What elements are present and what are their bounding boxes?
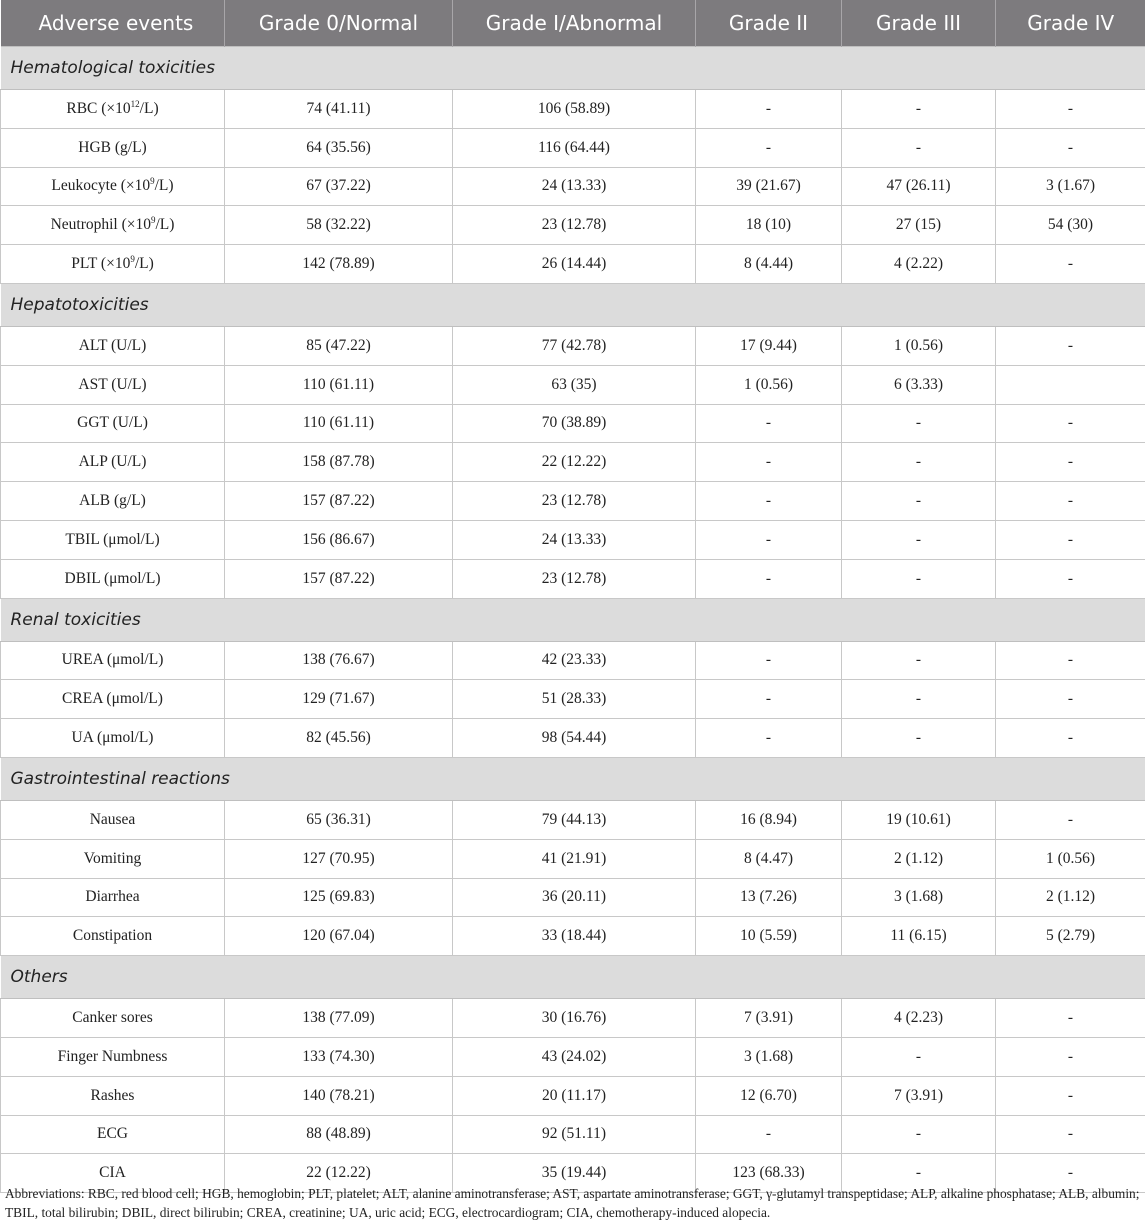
- header-adverse-events: Adverse events: [1, 0, 225, 47]
- value-cell: 20 (11.17): [453, 1076, 696, 1115]
- section-title: Others: [1, 956, 1145, 999]
- event-cell: [1, 1115, 225, 1154]
- value-cell: -: [996, 559, 1145, 598]
- value-cell: 1 (0.56): [842, 326, 996, 365]
- table-row: [1, 917, 1145, 956]
- value-cell: 39 (21.67): [696, 167, 842, 206]
- value-cell: -: [842, 1154, 996, 1193]
- event-label: Vomiting: [83, 849, 142, 867]
- event-cell: [1, 443, 225, 482]
- value-cell: -: [696, 641, 842, 680]
- value-cell: -: [696, 680, 842, 719]
- value-cell: -: [696, 719, 842, 758]
- header-grade-3: Grade III: [842, 0, 996, 47]
- value-cell: 51 (28.33): [453, 680, 696, 719]
- value-cell: -: [842, 482, 996, 521]
- event-label: HGB (g/L): [78, 138, 147, 156]
- value-cell: -: [842, 1115, 996, 1154]
- value-cell: 123 (68.33): [696, 1154, 842, 1193]
- event-cell: [1, 641, 225, 680]
- value-cell: 18 (10): [696, 206, 842, 245]
- value-cell: -: [996, 1115, 1145, 1154]
- event-label: Rashes: [90, 1086, 135, 1104]
- event-cell: [1, 167, 225, 206]
- table-row: [1, 520, 1145, 559]
- value-cell: 41 (21.91): [453, 839, 696, 878]
- value-cell: 47 (26.11): [842, 167, 996, 206]
- event-exponent: 9: [150, 176, 155, 187]
- value-cell: -: [996, 1076, 1145, 1115]
- event-cell: [1, 1037, 225, 1076]
- table-row: [1, 1115, 1145, 1154]
- value-cell: 110 (61.11): [225, 404, 453, 443]
- table-row: [1, 878, 1145, 917]
- value-cell: 11 (6.15): [842, 917, 996, 956]
- value-cell: -: [842, 404, 996, 443]
- value-cell: 157 (87.22): [225, 482, 453, 521]
- value-cell: 7 (3.91): [842, 1076, 996, 1115]
- event-unit: /L): [154, 177, 174, 195]
- event-cell: [1, 719, 225, 758]
- event-unit: /L): [139, 99, 159, 117]
- table-row: [1, 128, 1145, 167]
- value-cell: 6 (3.33): [842, 365, 996, 404]
- value-cell: -: [996, 719, 1145, 758]
- value-cell: -: [842, 443, 996, 482]
- table-row: [1, 1076, 1145, 1115]
- value-cell: 3 (1.68): [842, 878, 996, 917]
- abbreviations-footnote: Abbreviations: RBC, red blood cell; HGB, hemoglobin; PLT, platelet; ALT, alanine aminotransferase; AST, aspartate aminotransferase; GGT, γ-glutamyl transpeptidase; ALP, alkaline phosphatase; ALB, albumin; TBIL, total bilirubin; DBIL, direct bilirubin; CREA, creatinine; UA, uric acid; ECG, electrocardiogram; CIA, chemotherapy-induced alopecia.: [5, 1186, 1140, 1220]
- value-cell: -: [996, 128, 1145, 167]
- value-cell: 36 (20.11): [453, 878, 696, 917]
- value-cell: -: [996, 1037, 1145, 1076]
- value-cell: 58 (32.22): [225, 206, 453, 245]
- value-cell: -: [696, 1115, 842, 1154]
- value-cell: 158 (87.78): [225, 443, 453, 482]
- event-label: PLT (×10: [71, 255, 131, 273]
- table-row: [1, 680, 1145, 719]
- value-cell: -: [842, 559, 996, 598]
- value-cell: -: [996, 245, 1145, 284]
- value-cell: 42 (23.33): [453, 641, 696, 680]
- value-cell: 35 (19.44): [453, 1154, 696, 1193]
- value-cell: -: [996, 641, 1145, 680]
- value-cell: 140 (78.21): [225, 1076, 453, 1115]
- table-row: [1, 245, 1145, 284]
- value-cell: -: [696, 128, 842, 167]
- value-cell: 24 (13.33): [453, 167, 696, 206]
- value-cell: 77 (42.78): [453, 326, 696, 365]
- value-cell: 63 (35): [453, 365, 696, 404]
- table-row: [1, 719, 1145, 758]
- value-cell: 10 (5.59): [696, 917, 842, 956]
- value-cell: 120 (67.04): [225, 917, 453, 956]
- event-exponent: 9: [151, 215, 156, 226]
- event-label: Constipation: [72, 927, 153, 945]
- section-row: [1, 283, 1145, 326]
- value-cell: -: [996, 680, 1145, 719]
- value-cell: 24 (13.33): [453, 520, 696, 559]
- value-cell: 43 (24.02): [453, 1037, 696, 1076]
- event-cell: [1, 520, 225, 559]
- table-row: [1, 365, 1145, 404]
- event-label: DBIL (μmol/L): [64, 569, 161, 587]
- event-cell: [1, 326, 225, 365]
- value-cell: 27 (15): [842, 206, 996, 245]
- value-cell: [996, 365, 1145, 404]
- value-cell: -: [842, 680, 996, 719]
- event-cell: [1, 878, 225, 917]
- header-grade-4: Grade IV: [996, 0, 1145, 47]
- event-label: UA (μmol/L): [71, 729, 154, 747]
- value-cell: -: [696, 520, 842, 559]
- event-cell: [1, 365, 225, 404]
- value-cell: 79 (44.13): [453, 800, 696, 839]
- value-cell: 22 (12.22): [453, 443, 696, 482]
- table-row: [1, 999, 1145, 1038]
- value-cell: 1 (0.56): [696, 365, 842, 404]
- event-unit: /L): [155, 216, 175, 234]
- value-cell: -: [996, 482, 1145, 521]
- value-cell: 16 (8.94): [696, 800, 842, 839]
- value-cell: -: [842, 520, 996, 559]
- table-row: [1, 326, 1145, 365]
- value-cell: 23 (12.78): [453, 482, 696, 521]
- value-cell: 116 (64.44): [453, 128, 696, 167]
- value-cell: 26 (14.44): [453, 245, 696, 284]
- event-label: Neutrophil (×10: [50, 216, 151, 234]
- event-label: Leukocyte (×10: [51, 177, 151, 195]
- value-cell: 156 (86.67): [225, 520, 453, 559]
- event-label: ECG: [97, 1125, 128, 1143]
- value-cell: 82 (45.56): [225, 719, 453, 758]
- event-cell: [1, 482, 225, 521]
- section-row: [1, 598, 1145, 641]
- table-row: [1, 641, 1145, 680]
- event-label: Diarrhea: [85, 888, 140, 906]
- value-cell: -: [996, 326, 1145, 365]
- event-cell: [1, 245, 225, 284]
- value-cell: -: [842, 641, 996, 680]
- value-cell: 3 (1.67): [996, 167, 1145, 206]
- event-label: ALP (U/L): [78, 453, 147, 471]
- table-row: [1, 839, 1145, 878]
- value-cell: 74 (41.11): [225, 90, 453, 129]
- value-cell: 8 (4.44): [696, 245, 842, 284]
- section-row: [1, 47, 1145, 90]
- event-cell: [1, 839, 225, 878]
- value-cell: -: [696, 443, 842, 482]
- value-cell: -: [696, 90, 842, 129]
- event-label: Canker sores: [72, 1009, 153, 1027]
- value-cell: -: [996, 90, 1145, 129]
- table-row: [1, 482, 1145, 521]
- value-cell: 65 (36.31): [225, 800, 453, 839]
- event-label: TBIL (μmol/L): [65, 530, 160, 548]
- value-cell: 23 (12.78): [453, 206, 696, 245]
- value-cell: 157 (87.22): [225, 559, 453, 598]
- event-label: RBC (×10: [66, 99, 131, 117]
- event-label: GGT (U/L): [77, 414, 148, 432]
- table-row: [1, 206, 1145, 245]
- value-cell: 4 (2.22): [842, 245, 996, 284]
- value-cell: 30 (16.76): [453, 999, 696, 1038]
- table-row: [1, 1037, 1145, 1076]
- event-unit: /L): [134, 255, 154, 273]
- value-cell: -: [996, 404, 1145, 443]
- table-header-row: [1, 0, 1145, 47]
- table-row: [1, 90, 1145, 129]
- value-cell: -: [996, 999, 1145, 1038]
- value-cell: 106 (58.89): [453, 90, 696, 129]
- value-cell: -: [842, 1037, 996, 1076]
- event-label: ALT (U/L): [78, 336, 147, 354]
- table-row: [1, 167, 1145, 206]
- value-cell: 98 (54.44): [453, 719, 696, 758]
- value-cell: 33 (18.44): [453, 917, 696, 956]
- event-cell: [1, 206, 225, 245]
- value-cell: 133 (74.30): [225, 1037, 453, 1076]
- table-row: [1, 443, 1145, 482]
- value-cell: -: [842, 719, 996, 758]
- header-grade-1: Grade I/Abnormal: [453, 0, 696, 47]
- value-cell: 138 (77.09): [225, 999, 453, 1038]
- value-cell: 3 (1.68): [696, 1037, 842, 1076]
- value-cell: 22 (12.22): [225, 1154, 453, 1193]
- table-row: [1, 800, 1145, 839]
- value-cell: 129 (71.67): [225, 680, 453, 719]
- value-cell: -: [996, 443, 1145, 482]
- event-label: Finger Numbness: [57, 1047, 168, 1065]
- value-cell: -: [842, 90, 996, 129]
- table-row: [1, 404, 1145, 443]
- value-cell: 92 (51.11): [453, 1115, 696, 1154]
- value-cell: 5 (2.79): [996, 917, 1145, 956]
- value-cell: 138 (76.67): [225, 641, 453, 680]
- event-cell: [1, 680, 225, 719]
- value-cell: 125 (69.83): [225, 878, 453, 917]
- value-cell: 8 (4.47): [696, 839, 842, 878]
- event-label: UREA (μmol/L): [61, 651, 164, 669]
- value-cell: 64 (35.56): [225, 128, 453, 167]
- event-cell: [1, 404, 225, 443]
- table-body: [1, 47, 1145, 1193]
- event-label: CREA (μmol/L): [62, 690, 163, 708]
- header-grade-0: Grade 0/Normal: [225, 0, 453, 47]
- event-cell: [1, 917, 225, 956]
- section-title: Gastrointestinal reactions: [1, 757, 1145, 800]
- value-cell: 17 (9.44): [696, 326, 842, 365]
- value-cell: 67 (37.22): [225, 167, 453, 206]
- value-cell: -: [696, 482, 842, 521]
- value-cell: 1 (0.56): [996, 839, 1145, 878]
- value-cell: 70 (38.89): [453, 404, 696, 443]
- event-label: AST (U/L): [78, 375, 147, 393]
- event-label: Nausea: [89, 810, 136, 828]
- value-cell: 88 (48.89): [225, 1115, 453, 1154]
- event-exponent: 12: [130, 98, 140, 109]
- value-cell: 142 (78.89): [225, 245, 453, 284]
- section-title: Hematological toxicities: [1, 47, 1145, 90]
- value-cell: 23 (12.78): [453, 559, 696, 598]
- header-grade-2: Grade II: [696, 0, 842, 47]
- value-cell: -: [696, 404, 842, 443]
- event-label: CIA: [99, 1164, 126, 1182]
- value-cell: -: [996, 520, 1145, 559]
- section-row: [1, 956, 1145, 999]
- value-cell: 85 (47.22): [225, 326, 453, 365]
- value-cell: 2 (1.12): [842, 839, 996, 878]
- section-row: [1, 757, 1145, 800]
- event-cell: [1, 128, 225, 167]
- value-cell: 110 (61.11): [225, 365, 453, 404]
- value-cell: -: [996, 800, 1145, 839]
- section-title: Renal toxicities: [1, 598, 1145, 641]
- value-cell: 7 (3.91): [696, 999, 842, 1038]
- event-cell: [1, 1076, 225, 1115]
- value-cell: 12 (6.70): [696, 1076, 842, 1115]
- event-cell: [1, 800, 225, 839]
- table-row: [1, 559, 1145, 598]
- value-cell: 4 (2.23): [842, 999, 996, 1038]
- value-cell: 127 (70.95): [225, 839, 453, 878]
- value-cell: -: [696, 559, 842, 598]
- value-cell: -: [996, 1154, 1145, 1193]
- value-cell: 13 (7.26): [696, 878, 842, 917]
- event-label: ALB (g/L): [79, 492, 146, 510]
- value-cell: 2 (1.12): [996, 878, 1145, 917]
- value-cell: 54 (30): [996, 206, 1145, 245]
- value-cell: 19 (10.61): [842, 800, 996, 839]
- event-exponent: 9: [130, 254, 135, 265]
- event-cell: [1, 559, 225, 598]
- value-cell: -: [842, 128, 996, 167]
- event-cell: [1, 999, 225, 1038]
- section-title: Hepatotoxicities: [1, 283, 1145, 326]
- event-cell: [1, 90, 225, 129]
